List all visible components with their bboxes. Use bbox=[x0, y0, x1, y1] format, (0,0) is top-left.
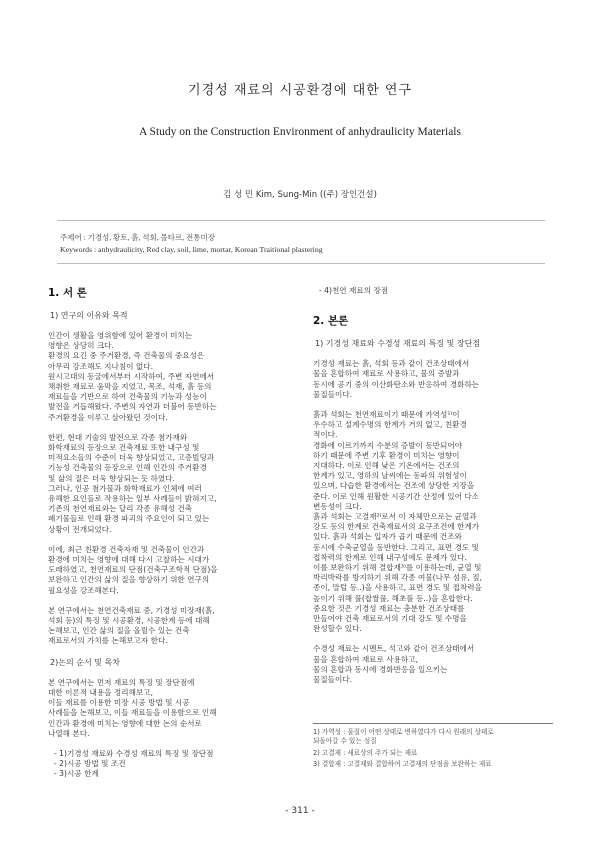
toc-item-1: - 1)기경성 재료와 수경성 재료의 특징 및 장단점 bbox=[54, 748, 214, 758]
right-column bbox=[313, 286, 553, 695]
keywords-box bbox=[57, 220, 545, 264]
intro-paragraph-1: 인간이 생활을 영위함에 있어 환경이 미치는 영향은 상당히 크다. 환경의 요긴 중 주거환경, 즉 건축물의 중요성은 아무리 강조해도 지나침이 없다. 원시고대의 동굴에서부터 시작하여, 주변 자연에서 채취한 재료로 움막을 지었고, 목조, 석재, 흙 등의 재료들을 기반으로 하여 건축물의 기능과 성능이 발전을 거듭해왔다. 주변의 자연과 더불어 동반하는 주거환경을 이루고 살아왔던 것이다. bbox=[48, 331, 217, 422]
paper-title-english: A Study on the Construction Environment of anhydraulicity Materials bbox=[139, 126, 461, 138]
author-line: 김 성 민 Kim, Sung-Min ((주) 장인건설) bbox=[223, 190, 377, 200]
body-paragraph-3: 수경성 재료는 시멘트, 석고와 같이 건조상태에서 물을 혼합하여 재료로 사용하고, 물의 혼합과 동시에 경화반응을 일으키는 물질들이다. bbox=[313, 644, 475, 685]
footnote-2: 2) 고결재 : 새료상의 주가 되는 재료 bbox=[313, 748, 418, 757]
footnote-3: 3) 결합재 : 고결재와 결합하여 고결재의 단점을 보완하는 재료 bbox=[313, 759, 492, 768]
toc-item-4: - 4)천연 재료의 장점 bbox=[319, 286, 389, 295]
footnote-divider bbox=[313, 723, 553, 724]
intro-paragraph-2: 한편, 현대 기술의 발전으로 각종 첨가재와 화학재료의 등장으로 건축재료 또한 내구성 및 미적요소들의 수준이 더욱 향상되었고, 고층빌딩과 기능성 건축물의 등장으로 인해 인간의 주거환경 및 삶의 질은 더욱 향상되는 듯 하였다. 그러나, 인공 첨가물과 화학재료가 인체에 여러 유해한 요인들로 작용하는 일부 사례들이 밝혀지고, 기존의 천연재료와는 달리 각종 유해성 건축 폐기물들로 인해 환경 파괴의 주요인이 되고 있는 상황이 전개되었다. bbox=[48, 432, 217, 534]
section-2-heading: 2. 본론 bbox=[313, 315, 349, 328]
left-column bbox=[48, 286, 286, 780]
section-1-heading: 1. 서 론 bbox=[48, 287, 87, 299]
body-paragraph-1: 기경성 재료는 흙, 석회 등과 같이 건조상태에서 물을 혼합하여 재료로 사용하고, 물의 증발과 동시에 공기 중의 이산화탄소와 반응하여 경화하는 물질들이다. bbox=[313, 359, 480, 399]
intro-paragraph-3: 이에, 최근 친환경 건축자재 및 건축물이 인간과 환경에 미치는 영향에 대해 다시 고찰하는 시대가 도래하였고, 천연재료의 단점(건축구조학적 단점)을 보완하고 인간의 삶의 질을 향상하기 위한 연구의 필요성을 강조해본다. bbox=[48, 544, 218, 595]
intro-paragraph-5: 본 연구에서는 먼저 재료의 특징 및 장단점에 대한 이론적 내용을 정리해보고, 이들 재료를 이용한 미장 시공 방법 및 시공 사례들을 논해보고, 이들 재료들을 이용함으로 인해 인간과 환경에 미치는 영향에 대한 논의 순서로 나열해 본다. bbox=[48, 677, 217, 738]
footnotes bbox=[313, 728, 553, 771]
paper-title-korean: 기경성 재료의 시공환경에 대한 연구 bbox=[188, 83, 412, 98]
toc-item-3: - 3)시공 한계 bbox=[54, 769, 99, 779]
footnote-1: 1) 가역성 : 물질이 어떤 상태로 변하였다가 다시 원래의 상태로 되돌아갈 수 있는 성질 bbox=[313, 728, 494, 746]
keywords-english: Keywords : anhydraulicity, Red clay, soil, lime, mortar, Korean Traitional plastering bbox=[60, 245, 323, 254]
keywords-korean: 주제어 : 기경성, 황토, 흙, 석회, 몰타르, 전통미장 bbox=[60, 233, 215, 242]
intro-paragraph-4: 본 연구에서는 천연건축재료 중, 기경성 미장재(흙, 석회 등)의 특징 및 시공환경, 시공한계 등에 대해 논해보고, 인간 삶의 질을 올릴수 있는 건축 재료로서의 가치를 논해보고자 한다. bbox=[48, 605, 215, 646]
page-number: - 311 - bbox=[285, 806, 315, 816]
body-paragraph-2: 흙과 석회는 천연재료이기 때문에 가역성¹⁾이 우수하고 설계수명의 한계가 거의 없고, 친환경 적이다. 경화에 이르기까지 수분의 증발이 동반되어야 하기 때문에 주변 기후 환경이 미치는 영향이 지대하다. 이로 인해 낮은 기온에서는 건조의 한계가 있고, 영하의 날씨에는 동파의 위험성이 있으며, 다습한 환경에서는 건조에 상당한 지장을 준다. 이로 인해 원활한 시공기간 산정에 있어 다소 변동성이 크다. 흙과 석회는 고결재²⁾로서 이 자체만으로는 균열과 강도 등의 한계로 건축재료서의 요구조건에 한계가 있다. 흙과 석회는 입자가 곱기 때문에 건조와 동시에 수축균열을 동반한다. 그리고, 표면 경도 및 접착력의 한계로 인해 내구성에도 문제가 있다. 이를 보완하기 위해 결합재³⁾를 이용하는데, 균열 및 박리박락를 방지하기 위해 각종 여물(나무 섬유, 짚, 종이, 말털 등..)을 사용하고, 표면 경도 및 접착력을 높이기 위해 풀(찹쌀풀, 해초풀 등..)을 혼합한다. 중요한 것은 기경성 재료는 충분한 건조상태를 만들어야 건축 재료로서의 기대 강도 및 수명을 완성할수 있다. bbox=[313, 410, 482, 634]
toc-item-2: - 2)시공 방법 및 조건 bbox=[54, 759, 126, 769]
subsection-1-2-heading: 2)논의 순서 및 목차 bbox=[50, 657, 120, 667]
subsection-2-1-heading: 1) 기경성 재료와 수경성 재료의 특징 및 장단점 bbox=[315, 339, 481, 349]
subsection-1-1-heading: 1) 연구의 이유와 목적 bbox=[50, 311, 128, 320]
